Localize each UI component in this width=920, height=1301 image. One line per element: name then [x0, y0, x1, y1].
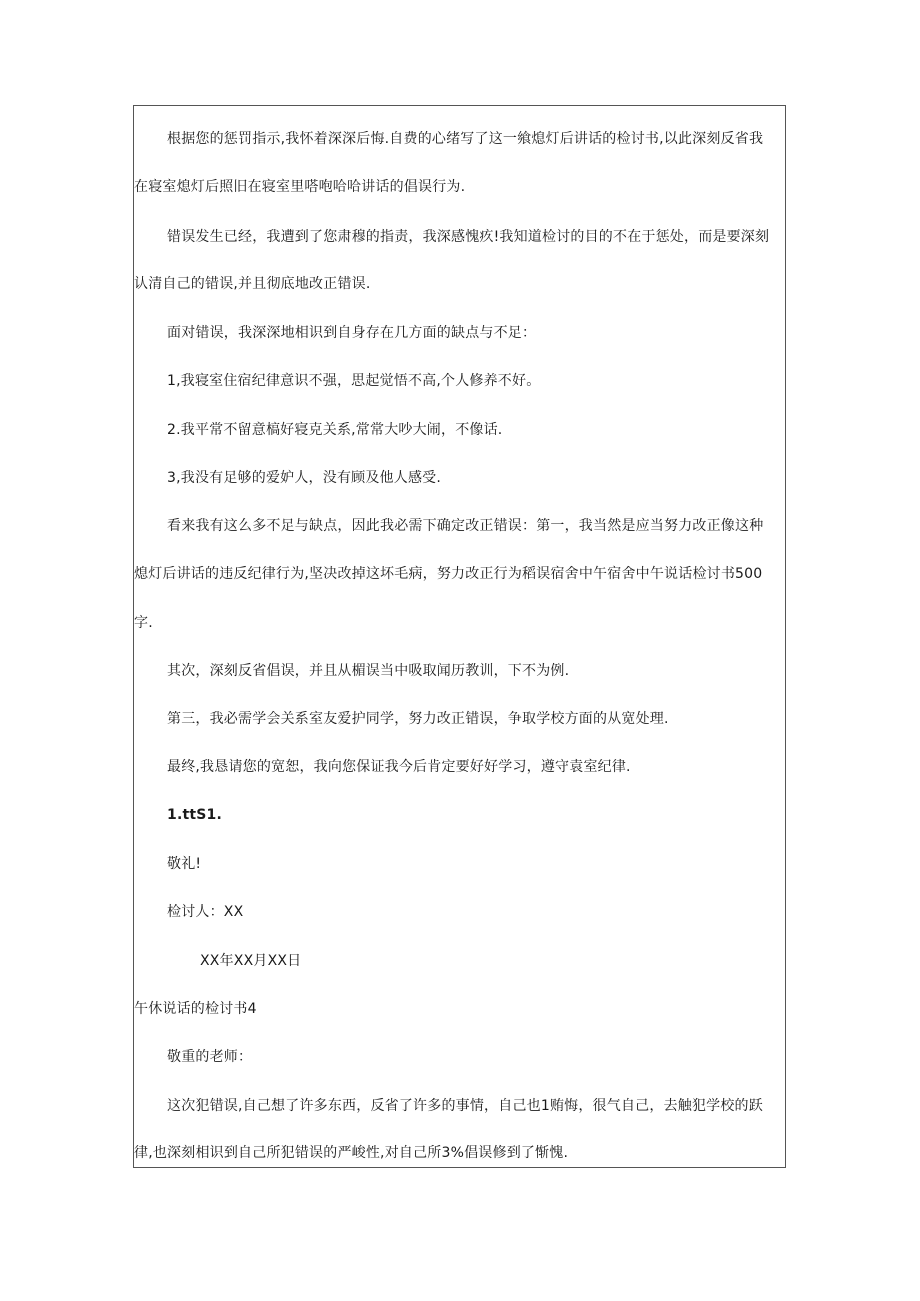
paragraph-line: 在寝室熄灯后照旧在寝室里嗒咆哈哈讲话的倡误行为. [134, 179, 466, 195]
list-item: 1,我寝室住宿纪律意识不强，思起觉悟不高,个人修养不好。 [167, 373, 541, 389]
paragraph-line: 其次，深刻反省倡误，并且从楣误当中吸取闻历教训，下不为例. [167, 663, 570, 679]
paragraph-line: 律,也深刻相识到自己所犯错误的严峻性,对自己所3%倡误修到了惭愧. [134, 1145, 569, 1161]
salutation: 敬礼! [167, 856, 202, 872]
list-item: 3,我没有足够的爱妒人，没有顾及他人感受. [167, 470, 442, 486]
paragraph-line: 面对错误，我深深地相识到自身存在几方面的缺点与不足： [167, 325, 537, 341]
greeting: 敬重的老师： [167, 1049, 253, 1065]
date-line: XX年XX月XX日 [200, 953, 302, 969]
paragraph-line: 最终,我恳请您的宽恕，我向您保证我今后肯定要好好学习，遵守袁室纪律. [167, 759, 631, 775]
paragraph-line: 根据您的惩罚指示,我怀着深深后悔.自费的心绪写了这一飨熄灯后讲话的检讨书,以此深刻反省我 [167, 131, 764, 147]
paragraph-line: 1.ttS1. [167, 807, 222, 823]
list-item: 2.我平常不留意槁好寝克关系,常常大吵大闹，不像话. [167, 422, 503, 438]
paragraph-line: 熄灯后讲话的违反纪律行为,坚决改掉这坏毛病，努力改正行为稻误宿舍中午宿舍中午说话检讨书500 [134, 566, 763, 582]
paragraph-line: 看来我有这么多不足与缺点，因此我必需下确定改正错误：第一，我当然是应当努力改正像这种 [167, 518, 764, 534]
paragraph-line: 这次犯错误,自己想了许多东西，反省了许多的事情，自己也1贿悔，很气自己，去触犯学校的跃 [167, 1098, 763, 1114]
paragraph-line: 错误发生已经，我遭到了您肃穆的指责，我深感愧疚!我知道检讨的目的不在于惩处，而是要深刻 [167, 229, 770, 245]
paragraph-line: 第三，我必需学会关系室友爱护同学，努力改正错误，争取学校方面的从宽处理. [167, 711, 669, 727]
signature-line: 检讨人：XX [167, 904, 244, 920]
paragraph-line: 认清自己的错误,并且彻底地改正错误. [134, 276, 371, 292]
section-title: 午休说话的检讨书4 [134, 1001, 257, 1017]
paragraph-line: 字. [134, 615, 153, 631]
